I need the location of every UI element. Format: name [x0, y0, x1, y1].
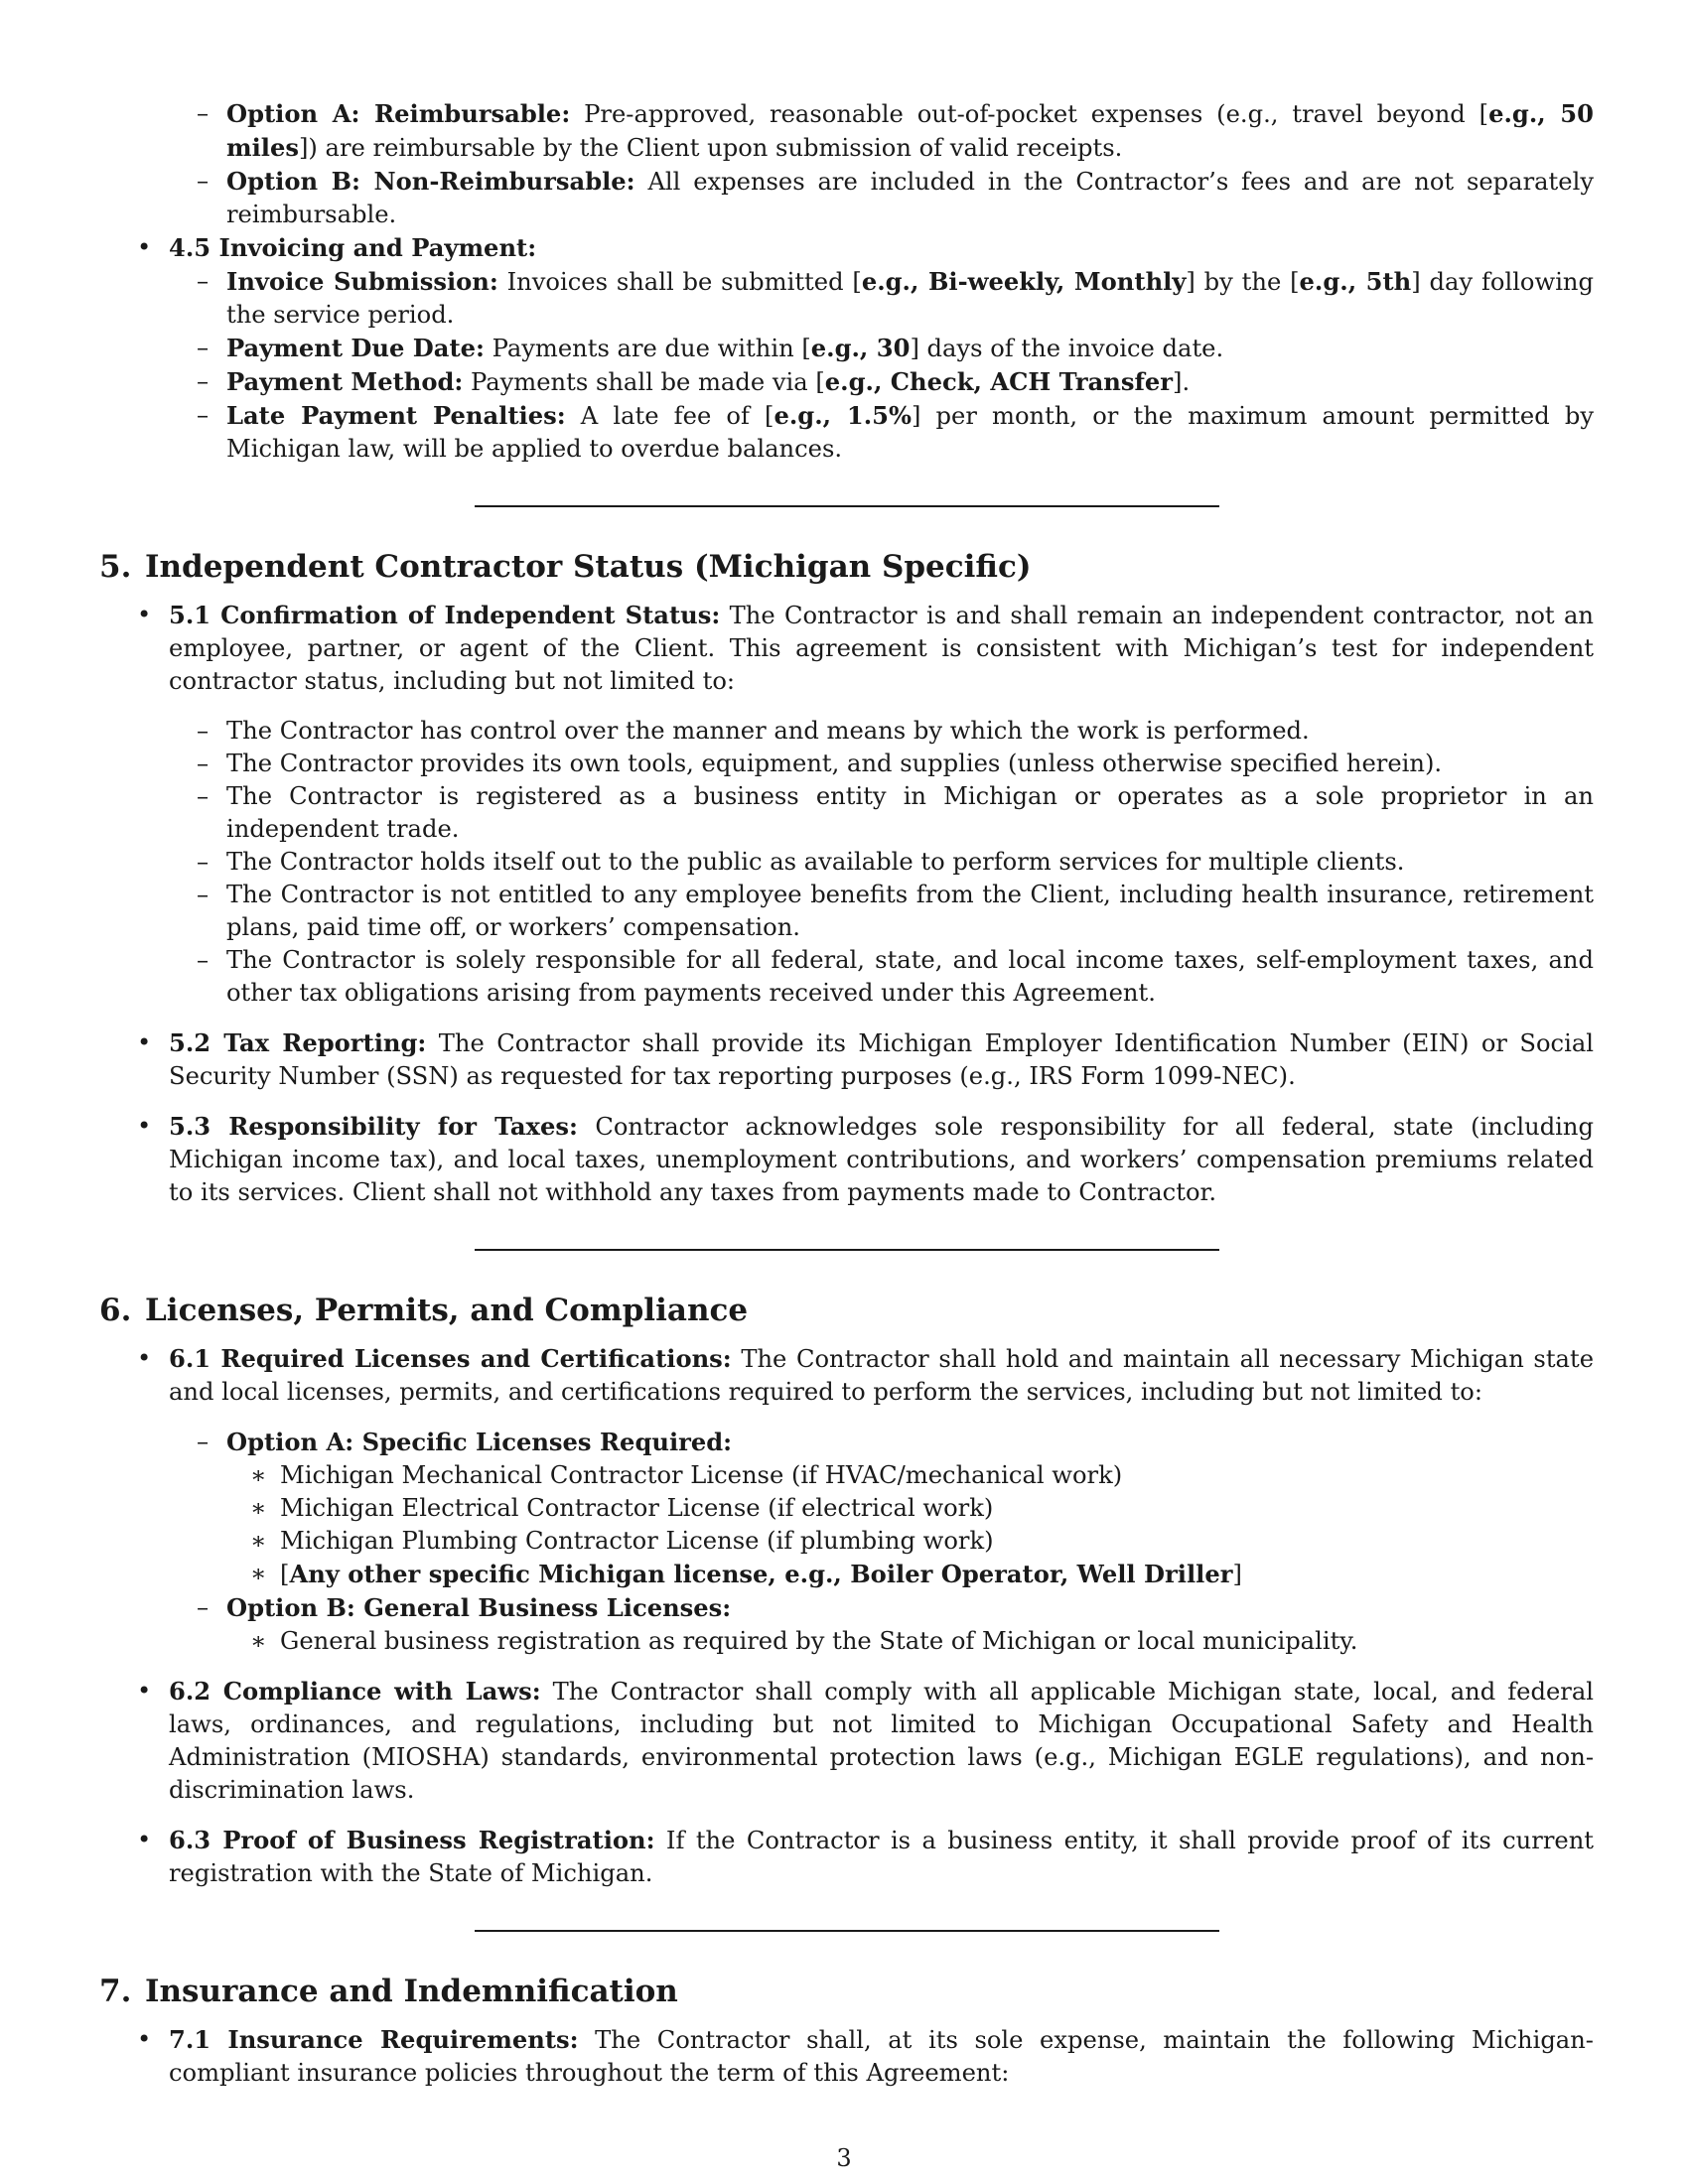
list-item: ∗ Michigan Mechanical Contractor License (if HVAC/mechanical work)	[250, 1461, 1123, 1489]
dash-bullet: –	[197, 367, 210, 395]
license-options	[99, 1426, 1594, 1658]
list-item: – The Contractor is solely responsible for all federal, state, and local income taxes, self-employment taxes, and other tax obligations arising from payments received under this Agreement.	[197, 946, 1594, 1007]
clause-6-1: • 6.1 Required Licenses and Certifications: The Contractor shall hold and maintain all necessary Michigan state and local licenses, permits, and certifications required to perform the services, including but not limited to:	[137, 1344, 1595, 1406]
section-divider	[475, 505, 1219, 507]
option-a-reimbursable: – Option A: Reimbursable: Pre-approved, reasonable out-of-pocket expenses (e.g., travel beyond [e.g., 50 miles]) are reimbursable by the Client upon submission of valid receipts.	[197, 99, 1594, 162]
list-item: – The Contractor is registered as a business entity in Michigan or operates as a sole proprietor in an independent trade.	[197, 782, 1594, 843]
payment-method: – Payment Method: Payments shall be made via [e.g., Check, ACH Transfer].	[197, 367, 1191, 396]
list-item: – The Contractor holds itself out to the public as available to perform services for multiple clients.	[197, 848, 1405, 876]
payment-due-date: – Payment Due Date: Payments are due within [e.g., 30] days of the invoice date.	[197, 334, 1224, 362]
list-item: – The Contractor has control over the manner and means by which the work is performed.	[197, 717, 1310, 745]
clause-7-1: • 7.1 Insurance Requirements: The Contractor shall, at its sole expense, maintain the following Michigan-compliant insurance policies throughout the term of this Agreement:	[137, 2025, 1594, 2087]
dot-bullet: •	[137, 601, 152, 628]
dot-bullet: •	[137, 233, 152, 261]
option-a-title: Option A: Reimbursable:	[226, 99, 571, 128]
option-b-title: Option B: Non-Reimbursable:	[226, 167, 635, 196]
list-item: ∗ [Any other specific Michigan license, e.g., Boiler Operator, Well Driller]	[250, 1560, 1242, 1588]
dash-bullet: –	[197, 167, 210, 195]
section-7-heading: 7. Insurance and Indemnification	[99, 1974, 678, 2009]
clause-5-2: • 5.2 Tax Reporting: The Contractor shall provide its Michigan Employer Identification Number (EIN) or Social Security Number (SSN) as requested for tax reporting purposes (e.g., IRS Form 1099-NEC).	[137, 1028, 1594, 1090]
page-number: 3	[836, 2144, 852, 2172]
clause-5-3: • 5.3 Responsibility for Taxes: Contractor acknowledges sole responsibility for all federal, state (including Michigan income tax), and local taxes, unemployment contributions, and workers’ compensation premiums related to its services. Client shall not withhold any taxes from payments made to Contractor.	[137, 1112, 1594, 1206]
invoicing-heading-item: • 4.5 Invoicing and Payment:	[137, 233, 537, 262]
clause-6-3: • 6.3 Proof of Business Registration: If the Contractor is a business entity, it shall provide proof of its current registration with the State of Michigan.	[137, 1826, 1594, 1887]
dash-bullet: –	[197, 267, 210, 295]
section-5-heading: 5. Independent Contractor Status (Michigan Specific)	[99, 549, 1032, 585]
list-item: ∗ General business registration as required by the State of Michigan or local municipality.	[250, 1627, 1358, 1655]
clause-6-2: • 6.2 Compliance with Laws: The Contractor shall comply with all applicable Michigan state, local, and federal laws, ordinances, and regulations, including but not limited to Michigan Occupational Safety and Health Administration (MIOSHA) standards, environmental protection laws (e.g., Michigan EGLE regulations), and non-discrimination laws.	[137, 1677, 1594, 1804]
document-page	[99, 97, 1594, 2090]
invoice-submission: – Invoice Submission: Invoices shall be submitted [e.g., Bi-weekly, Monthly] by the [e.g., 5th] day following the service period.	[197, 267, 1594, 329]
section-divider	[475, 1249, 1219, 1251]
option-a-specific-licenses: – Option A: Specific Licenses Required:	[197, 1428, 733, 1456]
list-item: ∗ Michigan Plumbing Contractor License (if plumbing work)	[250, 1527, 994, 1555]
independent-status-criteria	[99, 715, 1594, 1010]
list-item: – The Contractor is not entitled to any employee benefits from the Client, including health insurance, retirement plans, paid time off, or workers’ compensation.	[197, 881, 1594, 941]
list-item: – The Contractor provides its own tools, equipment, and supplies (unless otherwise specified herein).	[197, 750, 1443, 777]
option-b-non-reimbursable: – Option B: Non-Reimbursable: All expenses are included in the Contractor’s fees and are not separately reimbursable.	[197, 167, 1594, 228]
section-divider	[475, 1930, 1219, 1932]
clause-5-1: • 5.1 Confirmation of Independent Status: The Contractor is and shall remain an independent contractor, not an employee, partner, or agent of the Client. This agreement is consistent with Michigan’s test for independent contractor status, including but not limited to:	[137, 601, 1594, 695]
dash-bullet: –	[197, 99, 210, 127]
dash-bullet: –	[197, 401, 210, 429]
late-payment-penalties: – Late Payment Penalties: A late fee of [e.g., 1.5%] per month, or the maximum amount permitted by Michigan law, will be applied to overdue balances.	[197, 401, 1594, 463]
section-6-heading: 6. Licenses, Permits, and Compliance	[99, 1293, 749, 1328]
list-item: ∗ Michigan Electrical Contractor License (if electrical work)	[250, 1494, 994, 1522]
dash-bullet: –	[197, 334, 210, 361]
option-b-general-licenses: – Option B: General Business Licenses:	[197, 1593, 732, 1622]
